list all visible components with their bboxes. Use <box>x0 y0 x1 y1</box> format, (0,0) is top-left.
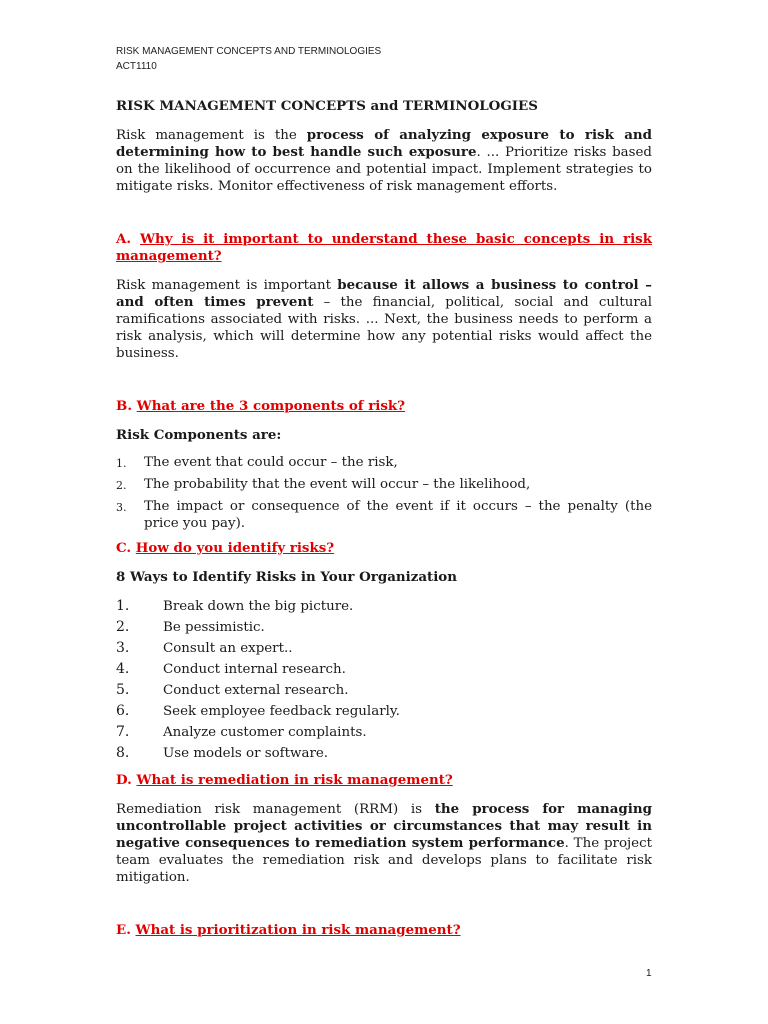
document-title: RISK MANAGEMENT CONCEPTS and TERMINOLOGIES <box>116 98 538 114</box>
section-d-text-2: . The project team evaluates the remediation risk and develops plans to facilitate risk mitigation. <box>116 836 652 885</box>
list-item-text: Analyze customer complaints. <box>163 725 367 740</box>
section-a <box>116 231 652 362</box>
header-course-code: ACT1110 <box>116 61 157 72</box>
list-item <box>116 701 652 722</box>
list-item-number: 2. <box>116 479 127 492</box>
section-e-question: What is prioritization in risk management? <box>135 922 461 938</box>
list-item-number: 3. <box>116 501 127 514</box>
list-item-number: 3. <box>116 640 130 656</box>
section-a-letter: A. <box>116 231 132 247</box>
section-a-question: Why is it important to understand these basic concepts in risk management? <box>116 231 652 264</box>
list-item-text: Seek employee feedback regularly. <box>163 704 400 719</box>
document-body <box>116 98 652 939</box>
list-item-text: Conduct internal research. <box>163 662 346 677</box>
list-item <box>116 722 652 743</box>
section-a-heading <box>116 231 652 265</box>
list-item-number: 7. <box>116 724 130 740</box>
section-d-paragraph <box>116 801 652 886</box>
list-item-text: Break down the big picture. <box>163 599 354 614</box>
section-e-letter: E. <box>116 922 131 938</box>
list-item <box>116 617 652 638</box>
list-item-number: 1. <box>116 457 127 470</box>
identify-risks-list <box>116 596 652 764</box>
list-item-text: The probability that the event will occur – the likelihood, <box>144 477 531 492</box>
section-b-question: What are the 3 components of risk? <box>136 398 406 414</box>
section-d-text-1: Remediation risk management (RRM) is <box>116 802 435 817</box>
list-item <box>116 659 652 680</box>
section-c-question: How do you identify risks? <box>135 540 335 556</box>
list-item-number: 1. <box>116 598 130 614</box>
page-number: 1 <box>646 968 652 979</box>
list-item-text: The event that could occur – the risk, <box>144 455 398 470</box>
section-c-letter: C. <box>116 540 132 556</box>
section-c-heading <box>116 540 652 557</box>
section-d-heading <box>116 772 652 789</box>
section-b-letter: B. <box>116 398 132 414</box>
intro-bold-text: process of analyzing exposure to risk and determining how to best handle such exposure <box>116 127 652 160</box>
section-a-text-2: – the financial, political, social and cultural ramifications associated with risks. ... Next, the business needs to perform a risk analysis, which will determine how any potential risks would affect the business. <box>116 295 652 361</box>
section-b-subtitle: Risk Components are: <box>116 427 282 443</box>
section-b-heading <box>116 398 652 415</box>
list-item-number: 6. <box>116 703 130 719</box>
list-item-text: Consult an expert.. <box>163 641 293 656</box>
list-item-text: The impact or consequence of the event if it occurs – the penalty (the price you pay). <box>144 499 652 531</box>
list-item <box>116 638 652 659</box>
section-a-paragraph <box>116 277 652 362</box>
intro-text-1: Risk management is the <box>116 128 307 143</box>
section-c <box>116 540 652 764</box>
list-item <box>116 596 652 617</box>
risk-components-list <box>116 454 652 532</box>
section-d-letter: D. <box>116 772 132 788</box>
section-d-bold-text: the process for managing uncontrollable project activities or circumstances that may result in negative consequences to remediation system performance <box>116 801 652 851</box>
section-a-bold-text: because it allows a business to control – and often times prevent <box>116 277 652 310</box>
list-item <box>116 680 652 701</box>
list-item <box>116 476 652 494</box>
list-item <box>116 743 652 764</box>
section-e-heading <box>116 922 652 939</box>
list-item-number: 8. <box>116 745 130 761</box>
section-a-text-1: Risk management is important <box>116 278 338 293</box>
list-item-text: Be pessimistic. <box>163 620 265 635</box>
section-e <box>116 922 652 939</box>
list-item-text: Conduct external research. <box>163 683 349 698</box>
section-d-question: What is remediation in risk management? <box>136 772 453 788</box>
page-header <box>116 44 381 74</box>
section-d <box>116 772 652 886</box>
list-item-number: 4. <box>116 661 130 677</box>
header-course-title: RISK MANAGEMENT CONCEPTS AND TERMINOLOGIES <box>116 46 382 57</box>
list-item-number: 5. <box>116 682 130 698</box>
section-b <box>116 398 652 532</box>
list-item-number: 2. <box>116 619 130 635</box>
intro-text-2: . ... Prioritize risks based on the likelihood of occurrence and potential impact. Implement strategies to mitigate risks. Monitor effectiveness of risk management efforts. <box>116 145 652 194</box>
intro-paragraph <box>116 127 652 195</box>
section-c-subtitle: 8 Ways to Identify Risks in Your Organization <box>116 569 457 585</box>
list-item <box>116 454 652 472</box>
list-item <box>116 498 652 532</box>
list-item-text: Use models or software. <box>163 746 329 761</box>
